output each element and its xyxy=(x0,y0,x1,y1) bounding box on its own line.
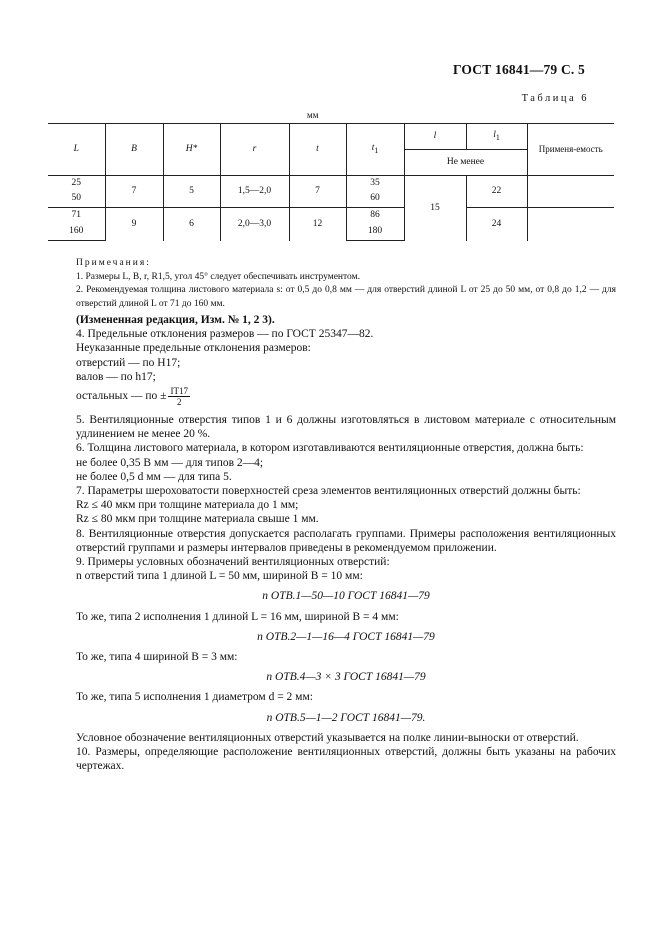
designation-1: n ОТВ.1—50—10 ГОСТ 16841—79 xyxy=(262,590,430,603)
col-header-t1-letter: t xyxy=(371,143,375,154)
para-7: 7. Параметры шероховатости поверхностей среза элементов вентиляционных отверстий должны быть: xyxy=(76,485,581,498)
cell-L: 71 xyxy=(48,208,105,224)
page-header: ГОСТ 16841—79 С. 5 xyxy=(452,62,585,77)
para-4: 4. Предельные отклонения размеров — по ГОСТ 25347—82. xyxy=(76,328,374,341)
para-9a: n отверстий типа 1 длиной L = 50 мм, шириной B = 10 мм: xyxy=(76,570,363,583)
table-notes xyxy=(76,257,616,311)
notes-title: Примечания: xyxy=(76,258,151,268)
para-6b: не более 0,5 d мм — для типа 5. xyxy=(76,470,232,483)
col-header-B: B xyxy=(105,124,163,176)
col-header-H: H* xyxy=(163,124,220,176)
col-header-t1-sub: 1 xyxy=(374,146,379,156)
para-7a: Rz ≤ 40 мкм при толщине материала до 1 мм; xyxy=(76,499,299,512)
col-header-l1 xyxy=(466,124,527,150)
para-9b: То же, типа 2 исполнения 1 длиной L = 16 мм, шириной B = 4 мм: xyxy=(76,610,399,623)
para-8: 8. Вентиляционные отверстия допускается располагать группами. Примеры расположения вентиляционных отверстий группами и размеры интервалов приведены в рекомендуемом приложении. xyxy=(76,527,616,554)
cell-H: 6 xyxy=(163,208,220,241)
revision-note: (Измененная редакция, Изм. № 1, 2 3). xyxy=(76,314,275,326)
col-header-applicability: Применя-емость xyxy=(527,124,614,176)
col-header-l1-letter: l xyxy=(493,130,496,141)
para-4d xyxy=(76,386,616,407)
cell-app xyxy=(527,176,614,208)
cell-B: 9 xyxy=(105,208,163,241)
fraction-numerator: IT17 xyxy=(170,386,188,397)
para-4a: Неуказанные предельные отклонения размеров: xyxy=(76,342,311,355)
cell-l: 15 xyxy=(404,176,466,241)
col-header-L: L xyxy=(48,124,105,176)
para-9: 9. Примеры условных обозначений вентиляционных отверстий: xyxy=(76,556,390,569)
para-4c: валов — по h17; xyxy=(76,370,156,383)
cell-L: 160 xyxy=(48,224,105,241)
para-4b: отверстий — по H17; xyxy=(76,356,181,369)
col-header-r: r xyxy=(220,124,289,176)
cell-r: 2,0—3,0 xyxy=(220,208,289,241)
col-header-l: l xyxy=(404,124,466,150)
document-body xyxy=(76,313,616,773)
col-header-t: t xyxy=(289,124,346,176)
designation-4: n ОТВ.5—1—2 ГОСТ 16841—79. xyxy=(266,711,426,724)
cell-t: 12 xyxy=(289,208,346,241)
para-6: 6. Толщина листового материала, в котором изготавливаются вентиляционные отверстия, должна быть: xyxy=(76,442,584,455)
cell-t: 7 xyxy=(289,176,346,208)
para-9e: Условное обозначение вентиляционных отверстий указывается на полке линии-выноски от отверстий. xyxy=(76,731,579,744)
note-1: 1. Размеры L, B, r, R1,5, угол 45° следует обеспечивать инструментом. xyxy=(76,271,361,282)
table-unit: мм xyxy=(307,110,319,120)
col-header-t1 xyxy=(346,124,404,176)
para-9d: То же, типа 5 исполнения 1 диаметром d = 2 мм: xyxy=(76,691,313,704)
cell-app xyxy=(527,208,614,241)
cell-t1: 60 xyxy=(346,191,404,208)
col-header-min: Не менее xyxy=(404,150,527,176)
para-9c: То же, типа 4 шириной B = 3 мм: xyxy=(76,651,238,664)
cell-t1: 86 xyxy=(346,208,404,224)
note-2: 2. Рекомендуемая толщина листового материала s: от 0,5 до 0,8 мм — для отверстий длиной L от 25 до 50 мм, от 0,8 до 1,2 — для отверстий длиной L от 71 до 160 мм. xyxy=(76,285,616,309)
fraction-denominator: 2 xyxy=(176,397,182,408)
cell-B: 7 xyxy=(105,176,163,208)
cell-L: 50 xyxy=(71,193,81,204)
para-4d-text: остальных — по ± xyxy=(76,390,167,403)
cell-H: 5 xyxy=(163,176,220,208)
dimensions-table xyxy=(48,123,614,241)
para-10: 10. Размеры, определяющие расположение вентиляционных отверстий, должны быть указаны на рабочих чертежах. xyxy=(76,746,616,773)
para-6a: не более 0,35 B мм — для типов 2—4; xyxy=(76,456,264,469)
cell-l1: 22 xyxy=(466,176,527,208)
cell-r: 1,5—2,0 xyxy=(220,176,289,208)
para-7b: Rz ≤ 80 мкм при толщине материала свыше 1 мм. xyxy=(76,513,319,526)
designation-3: n ОТВ.4—3 × 3 ГОСТ 16841—79 xyxy=(266,671,426,684)
cell-t1: 35 xyxy=(346,176,404,191)
fraction xyxy=(168,386,190,407)
cell-L: 25 xyxy=(71,177,81,188)
para-5: 5. Вентиляционные отверстия типов 1 и 6 должны изготовляться в листовом материале с относительным удлинением не менее 20 %. xyxy=(76,414,616,441)
table-caption: Таблица 6 xyxy=(521,93,589,104)
cell-t1: 180 xyxy=(346,224,404,241)
designation-2: n ОТВ.2—1—16—4 ГОСТ 16841—79 xyxy=(257,630,435,643)
cell-l1: 24 xyxy=(466,208,527,241)
col-header-l1-sub: 1 xyxy=(495,133,500,143)
